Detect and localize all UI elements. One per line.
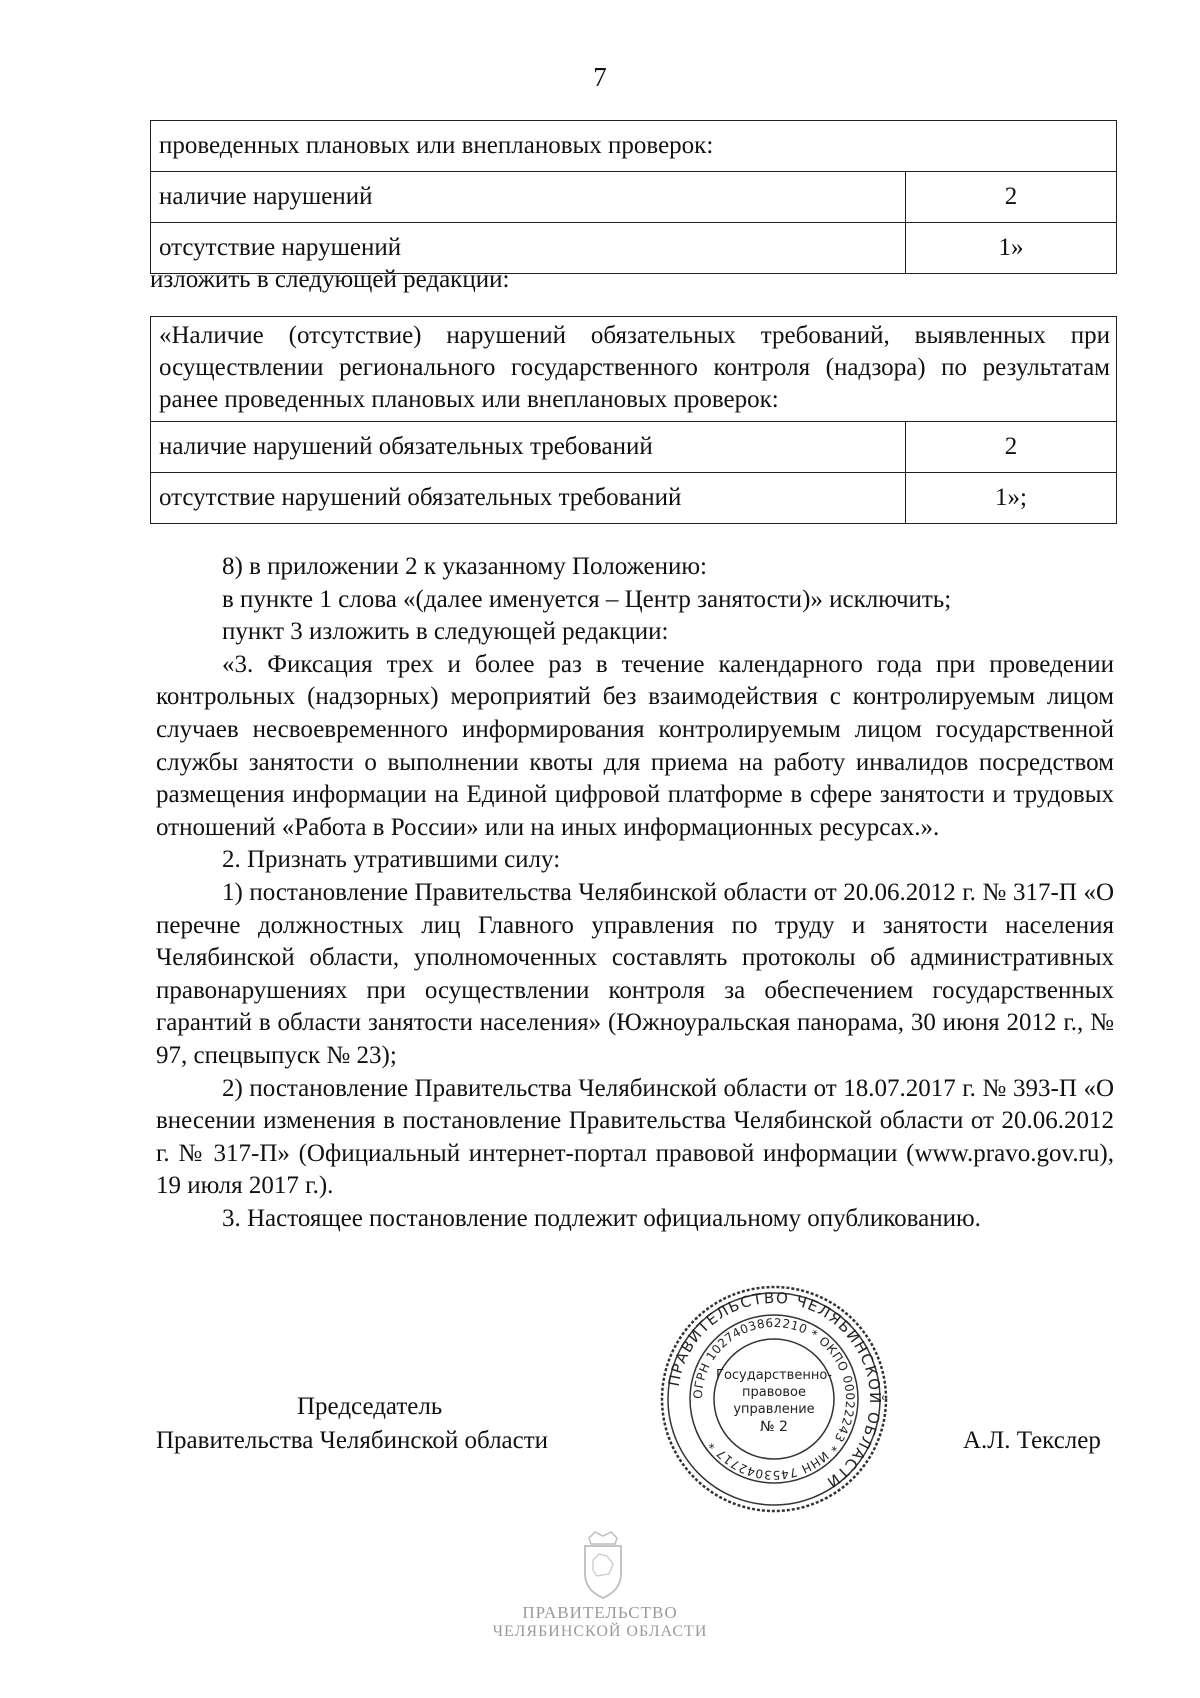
paragraph: 2. Признать утратившими силу: xyxy=(222,846,561,874)
document-body xyxy=(156,551,1114,1235)
official-stamp xyxy=(658,1283,890,1515)
stamp-ring-text: ОГРН 1027403862210 * ОКПО 00022243 * ИНН 7453042717 * xyxy=(690,1315,858,1483)
table-row xyxy=(151,422,1117,473)
paragraph: 8) в приложении 2 к указанному Положению: xyxy=(222,553,707,580)
table-cell-value: 2 xyxy=(906,172,1117,223)
watermark-line2: ЧЕЛЯБИНСКОЙ ОБЛАСТИ xyxy=(492,1623,708,1640)
intro-new-wording: изложить в следующей редакции: xyxy=(150,266,510,293)
paragraph: в пункте 1 слова «(далее именуется – Центр занятости)» исключить; xyxy=(222,585,952,613)
coat-of-arms-emblem xyxy=(575,1530,631,1600)
paragraph: 3. Настоящее постановление подлежит официальному опубликованию. xyxy=(222,1204,981,1232)
stamp-inner-line: правовое xyxy=(742,1385,806,1400)
paragraph: 1) постановление Правительства Челябинской области от 20.06.2012 г. № 317-П «О перечне должностных лиц Главного управления по труду и занятости населения Челябинской области, уполномоченных составлять протоколы об административных правонарушениях при осуществлении контроля за обеспечением государственных гарантий в области занятости населения» (Южноуральская панорама, 30 июня 2012 г., № 97, спецвыпуск № 23); xyxy=(156,878,1114,1069)
table-row xyxy=(151,473,1117,524)
page-number: 7 xyxy=(593,62,607,92)
table-cell-value: 2 xyxy=(906,422,1117,473)
table-cell-label: наличие нарушений обязательных требований xyxy=(151,422,906,473)
paragraph: «3. Фиксация трех и более раз в течение календарного года при проведении контрольных (надзорных) мероприятий без взаимодействия с контролируемым лицом случаев несвоевременного информирования контролируемым лицом государственной службы занятости о выполнении квоты для приема на работу инвалидов посредством размещения информации на Единой цифровой платформе в сфере занятости и трудовых отношений «Работа в России» или на иных информационных ресурсах.». xyxy=(156,650,1114,841)
stamp-inner-line: № 2 xyxy=(760,1419,788,1435)
table-new-wording xyxy=(150,316,1117,524)
table-cell-value: 1»; xyxy=(906,473,1117,524)
stamp-inner-line: управление xyxy=(733,1402,815,1417)
table-old-wording xyxy=(150,120,1117,274)
signature-title-line2: Правительства Челябинской области xyxy=(156,1427,549,1454)
signature-name: А.Л. Текслер xyxy=(963,1427,1101,1454)
table-old-header: проведенных плановых или внеплановых проверок: xyxy=(151,121,1117,172)
table-cell-value: 1» xyxy=(906,223,1117,274)
table-cell-label: отсутствие нарушений xyxy=(151,223,906,274)
table-cell-label: наличие нарушений xyxy=(151,172,906,223)
table-row xyxy=(151,172,1117,223)
watermark-line1: ПРАВИТЕЛЬСТВО xyxy=(522,1603,678,1622)
table-new-header: «Наличие (отсутствие) нарушений обязательных требований, выявленных при осуществлении регионального государственного контроля (надзора) по результатам ранее проведенных плановых или внеплановых проверок: xyxy=(151,317,1117,422)
stamp-outer-text: ПРАВИТЕЛЬСТВО ЧЕЛЯБИНСКОЙ ОБЛАСТИ xyxy=(664,1288,885,1493)
table-cell-label: отсутствие нарушений обязательных требований xyxy=(151,473,906,524)
paragraph: пункт 3 изложить в следующей редакции: xyxy=(222,618,669,646)
signature-title-line1: Председатель xyxy=(297,1393,443,1420)
paragraph: 2) постановление Правительства Челябинской области от 18.07.2017 г. № 393-П «О внесении изменения в постановление Правительства Челябинской области от 20.06.2012 г. № 317-П» (Официальный интернет-портал правовой информации (www.pravo.gov.ru), 19 июля 2017 г.). xyxy=(156,1074,1114,1200)
stamp-inner-line: Государственно- xyxy=(716,1368,832,1383)
